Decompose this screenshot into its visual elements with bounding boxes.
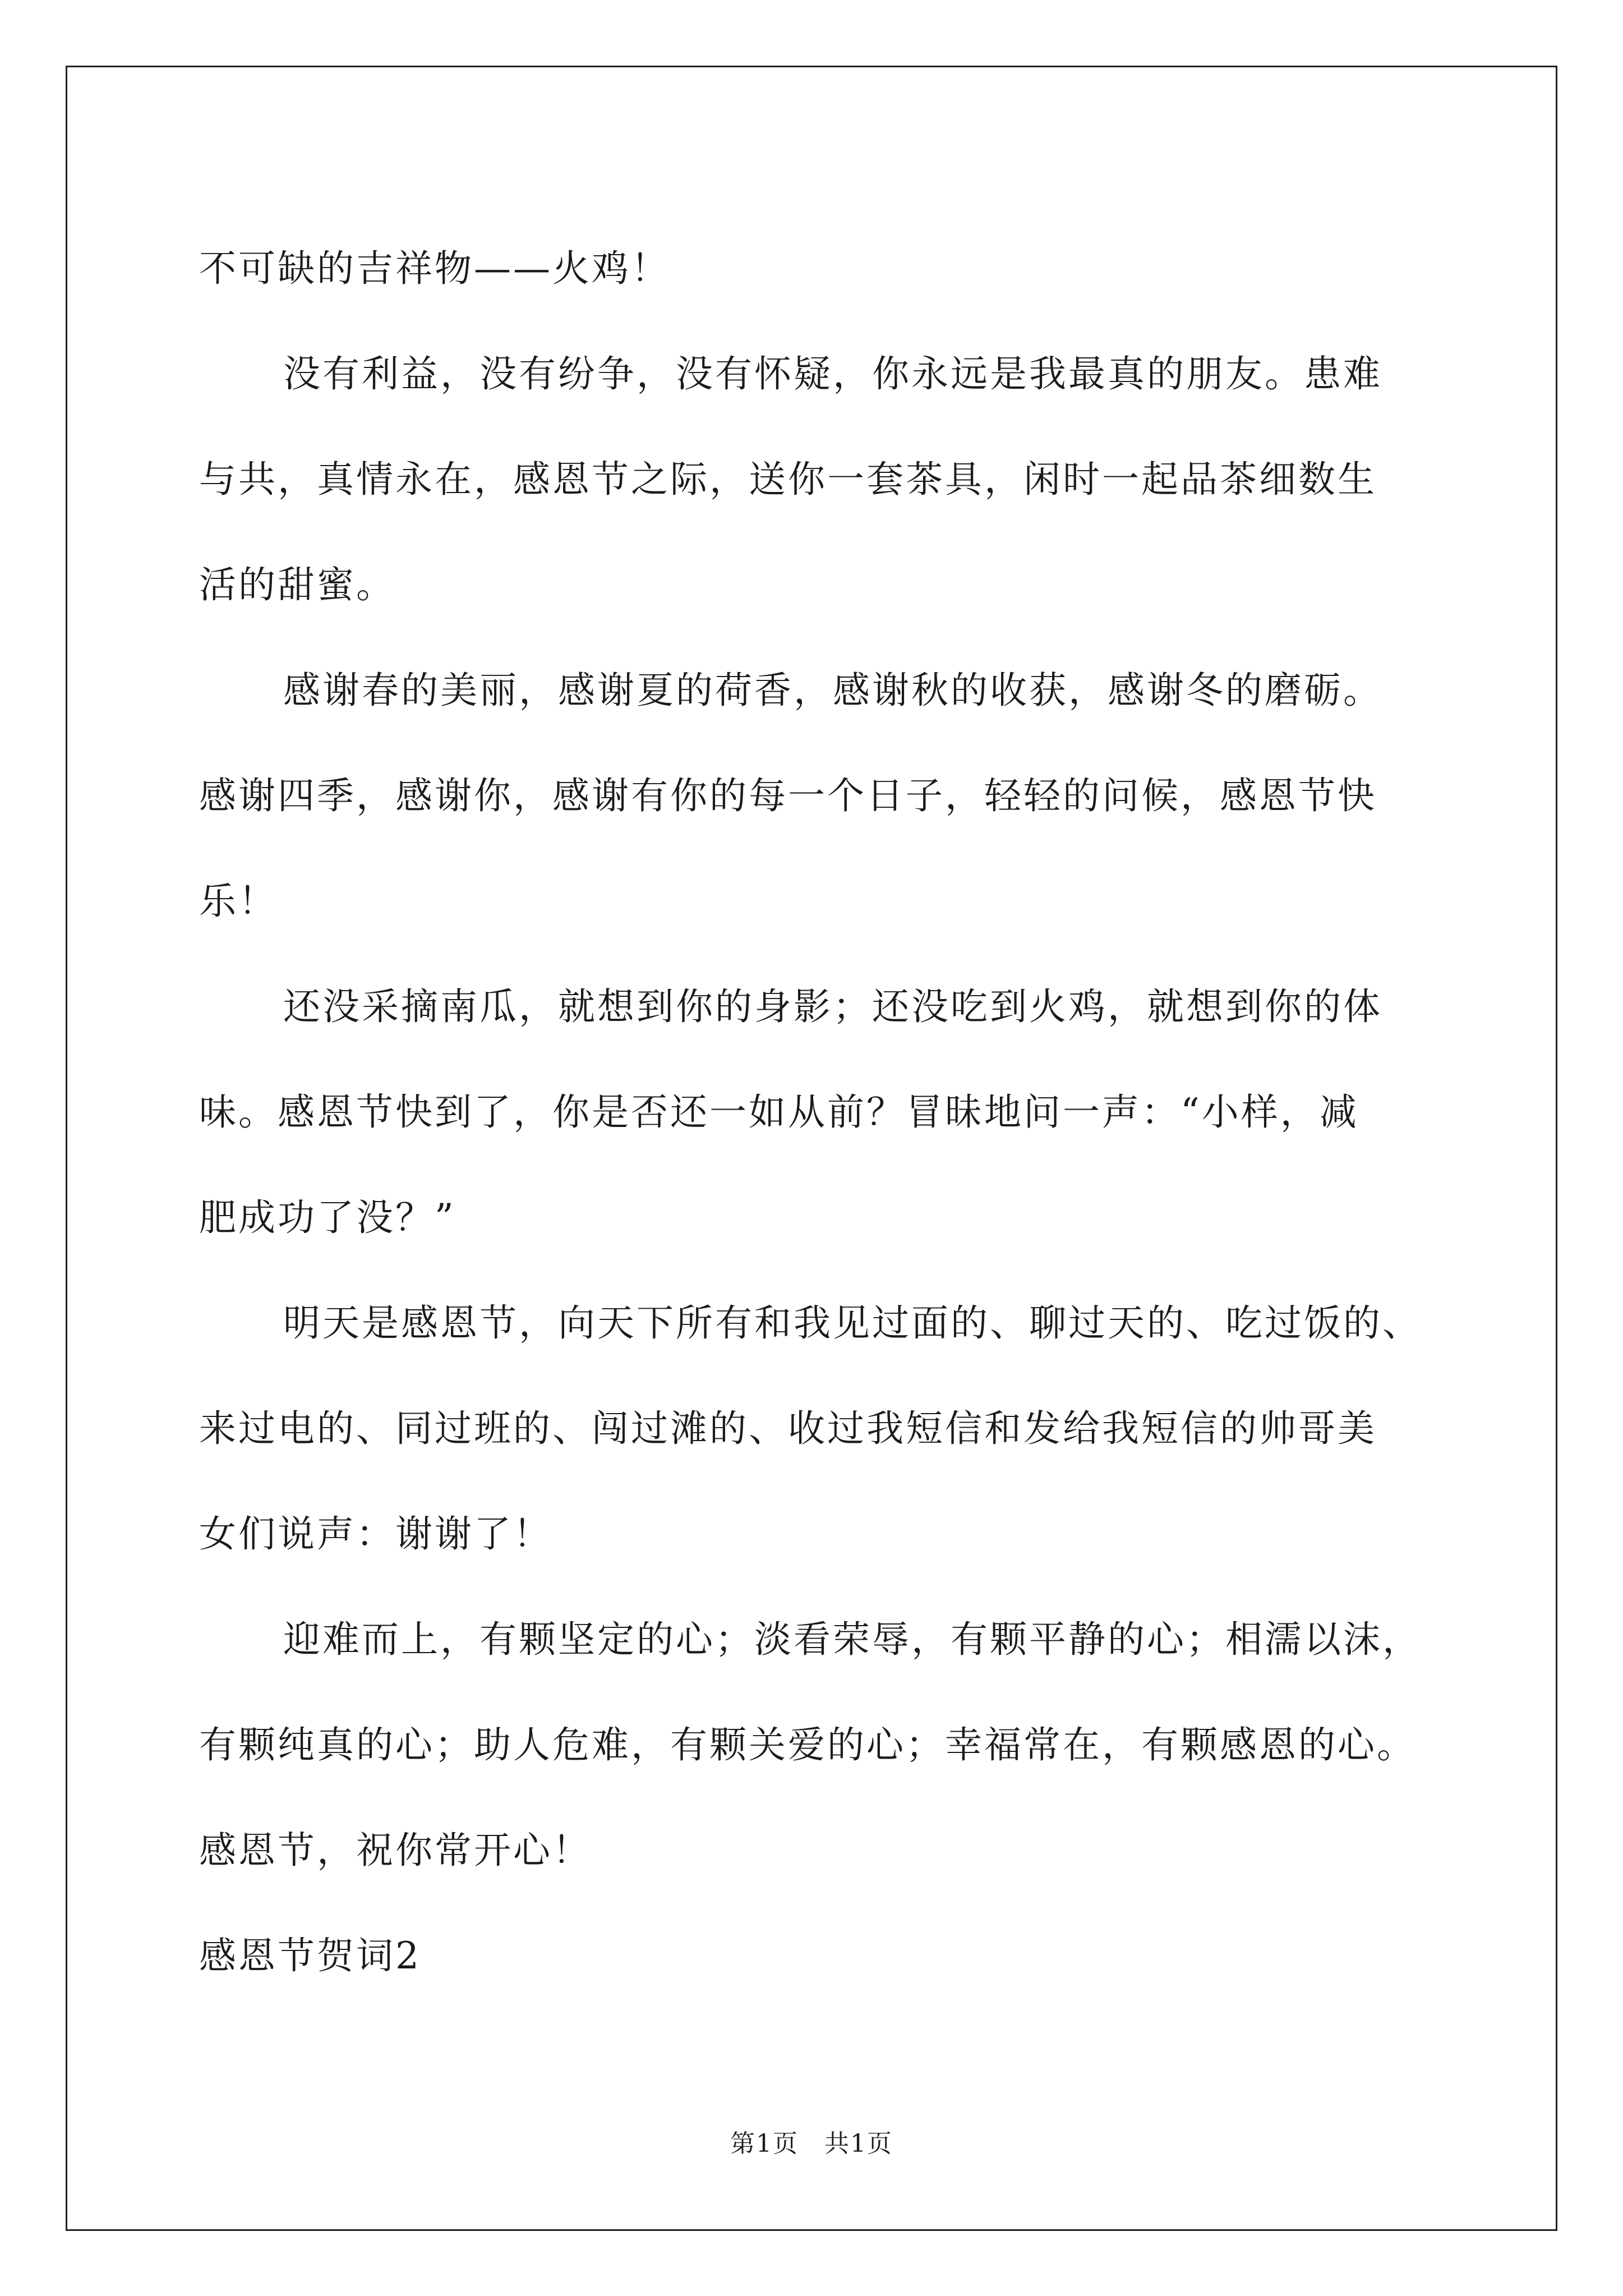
- text-line: 明天是感恩节，向天下所有和我见过面的、聊过天的、吃过饭的、: [283, 1301, 1422, 1345]
- text-line: 与共，真情永在，感恩节之际，送你一套茶具，闲时一起品茶细数生: [199, 458, 1377, 501]
- section-heading: 感恩节贺词2: [199, 1934, 421, 1977]
- paragraph-4: [199, 954, 1433, 1271]
- text-line: 味。感恩节快到了，你是否还一如从前？冒昧地问一声：“小样，减: [199, 1091, 1359, 1134]
- text-line: 感谢春的美丽，感谢夏的荷香，感谢秋的收获，感谢冬的磨砺。: [283, 669, 1382, 712]
- paragraph-1: [199, 216, 1433, 321]
- text-line: 还没采摘南瓜，就想到你的身影；还没吃到火鸡，就想到你的体: [283, 985, 1382, 1028]
- text-line: 肥成功了没？”: [199, 1196, 456, 1239]
- text-line: 感恩节，祝你常开心！: [199, 1829, 592, 1872]
- text-line: 女们说声：谢谢了！: [199, 1512, 552, 1556]
- paragraph-2: [199, 321, 1433, 638]
- paragraph-3: [199, 638, 1433, 954]
- document-body: [199, 216, 1433, 2009]
- paragraph-5: [199, 1271, 1433, 1587]
- paragraph-6: [199, 1587, 1433, 1903]
- text-line: 乐！: [199, 880, 278, 923]
- text-line: 迎难而上，有颗坚定的心；淡看荣辱，有颗平静的心；相濡以沫，: [283, 1618, 1422, 1661]
- text-line: 感谢四季，感谢你，感谢有你的每一个日子，轻轻的问候，感恩节快: [199, 774, 1377, 817]
- text-line: 活的甜蜜。: [199, 563, 395, 606]
- text-line: 不可缺的吉祥物——火鸡！: [199, 247, 670, 290]
- text-line: 有颗纯真的心；助人危难，有颗关爱的心；幸福常在，有颗感恩的心。: [199, 1723, 1416, 1766]
- page-footer: 第1页 共1页: [730, 2129, 893, 2158]
- text-line: 来过电的、同过班的、闯过滩的、收过我短信和发给我短信的帅哥美: [199, 1407, 1377, 1450]
- text-line: 没有利益，没有纷争，没有怀疑，你永远是我最真的朋友。患难: [283, 352, 1382, 395]
